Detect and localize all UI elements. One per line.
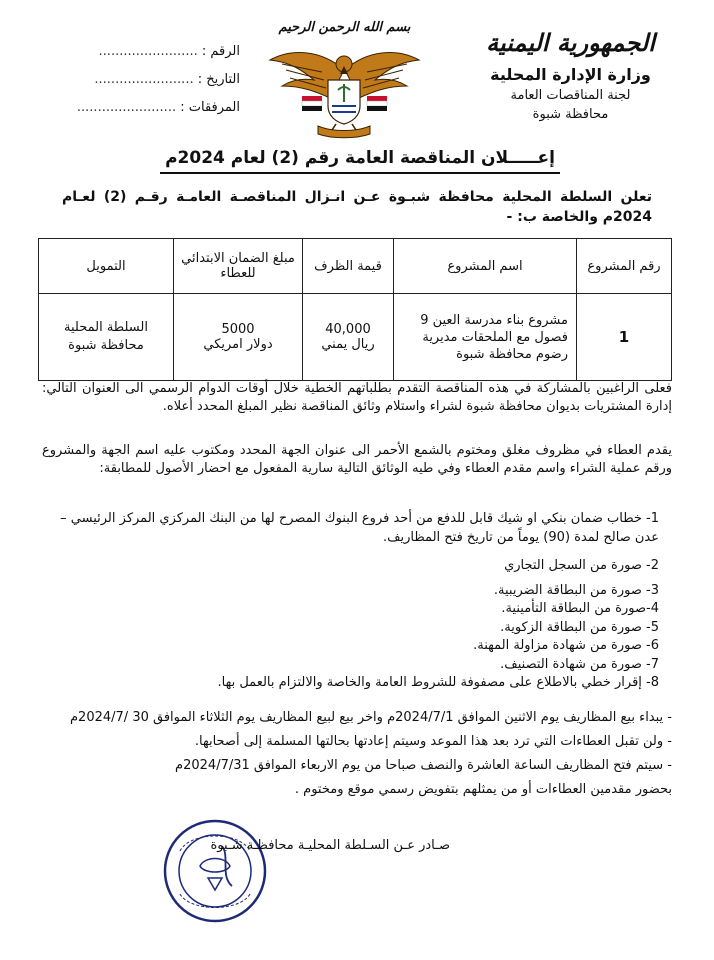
submission-paragraph: يقدم العطاء في مظروف مغلق ومختوم بالشمع الأحمر الى عنوان الجهة المحدد ومكتوب عليه اسم الجهة والمشروع ورقم عملية الشراء واسم مقدم العطاء وفي طيه الوثائق التالية سارية المفعول مع احضار الأصول للمطابقة: [42,443,672,476]
ministry-name: وزارة الإدارة المحلية [490,65,651,84]
note-opening-date: - سيتم فتح المظاريف الساعة العاشرة والنصف صباحا من يوم الاربعاء الموافق 2024/7/31م [175,758,672,773]
attachments-label: المرفقات : [180,100,240,115]
header-funding: التمويل [39,239,174,294]
republic-name: الجمهورية اليمنية [486,28,655,57]
list-item: 2- صورة من السجل التجاري [504,558,659,573]
list-item: 1- خطاب ضمان بنكي او شيك قابل للدفع من أحد فروع البنوك المصرح لها من البنك المركزي المركز الرئيسي – عدن صالح لمدة (90) يوماً من تاريخ فتح المظاريف. [60,511,659,545]
project-table [38,238,672,381]
reference-number-dots: ........................ [98,44,198,59]
note-late-bids: - ولن تقبل العطاءات التي ترد بعد هذا الموعد وسيتم إعادتها بحالتها المسلمة إلى أصحابها. [194,734,672,749]
list-item: 5- صورة من البطاقة الزكوية. [500,619,659,635]
participation-paragraph: فعلى الراغبين بالمشاركة في هذه المناقصة التقدم بطلباتهم الخطية خلال أوقات الدوام الرسمي الى العنوان التالي: إدارة المشتريات بديوان محافظة شبوة لشراء واستلام وثائق المناقصة نظير المبلغ المحدد أعلاه. [42,381,672,414]
header-project-name: اسم المشروع [394,239,577,294]
date-dots: ........................ [94,72,194,87]
date-label: التاريخ : [197,72,240,87]
list-item: 6- صورة من شهادة مزاولة المهنة. [473,638,659,653]
list-item: 7- صورة من شهادة التصنيف. [500,656,659,672]
project-number-cell: 1 [577,294,672,381]
guarantee-currency: دولار امريكي [203,337,273,352]
attachments-dots: ........................ [76,100,177,115]
yemen-emblem-icon [262,40,427,144]
issuer-signature: صـادر عـن السـلطة المحليـة محافظـة شـبوة [210,838,450,853]
province-name: محافظة شبوة [532,107,609,122]
table-row [39,294,672,381]
list-item: 3- صورة من البطاقة الضريبية. [493,582,659,598]
basmala: بسم الله الرحمن الرحيم [278,20,411,35]
date-field [40,72,240,87]
table-header-row [39,239,672,294]
list-item: 4-صورة من البطاقة التأمينية. [501,601,659,616]
issuer-header [463,28,678,122]
intro-text: تعلن السلطة المحلية محافظة شبـوة عـن انـزال المناقصـة العامـة رقـم (2) لعـام 2024م والخاصة ب: - [62,189,652,225]
official-stamp-icon [160,816,270,930]
schedule-notes [52,706,672,802]
note-attendance: بحضور مقدمين العطاءات أو من يمثلهم بتفويض رسمي موقع ومختوم . [294,782,672,797]
project-name-cell: مشروع بناء مدرسة العين 9 فصول مع الملحقات مديرية رضوم محافظة شبوة [394,294,577,381]
funding-cell: السلطة المحلية محافظة شبوة [39,294,174,381]
envelope-value: 40,000 [325,322,371,337]
header-guarantee-amount: مبلغ الضمان الابتدائي للعطاء [174,239,303,294]
committee-name: لجنة المناقصات العامة [510,88,631,103]
reference-number-field [40,44,240,59]
note-sale-dates: - يبداء بيع المظاريف يوم الاثنين الموافق 2024/7/1م واخر بيع لبيع المظاريف يوم الثلاثاء الموافق 30 /2024/7م [69,710,672,725]
attachments-field [40,100,240,115]
title-underline [160,172,560,174]
announcement-title: إعـــــلان المناقصة العامة رقم (2) لعام 2024م [165,148,555,168]
guarantee-value: 5000 [221,322,255,337]
required-documents-list [44,510,659,693]
header-envelope-value: قيمة الظرف [303,239,394,294]
envelope-currency: ريال يمني [321,337,375,352]
header-project-number: رقم المشروع [577,239,672,294]
envelope-value-cell [303,294,394,381]
reference-number-label: الرقم : [201,44,240,59]
guarantee-amount-cell [174,294,303,381]
list-item: 8- إقرار خطي بالاطلاع على مصفوفة للشروط العامة والخاصة والالتزام بالعمل بها. [217,675,659,690]
